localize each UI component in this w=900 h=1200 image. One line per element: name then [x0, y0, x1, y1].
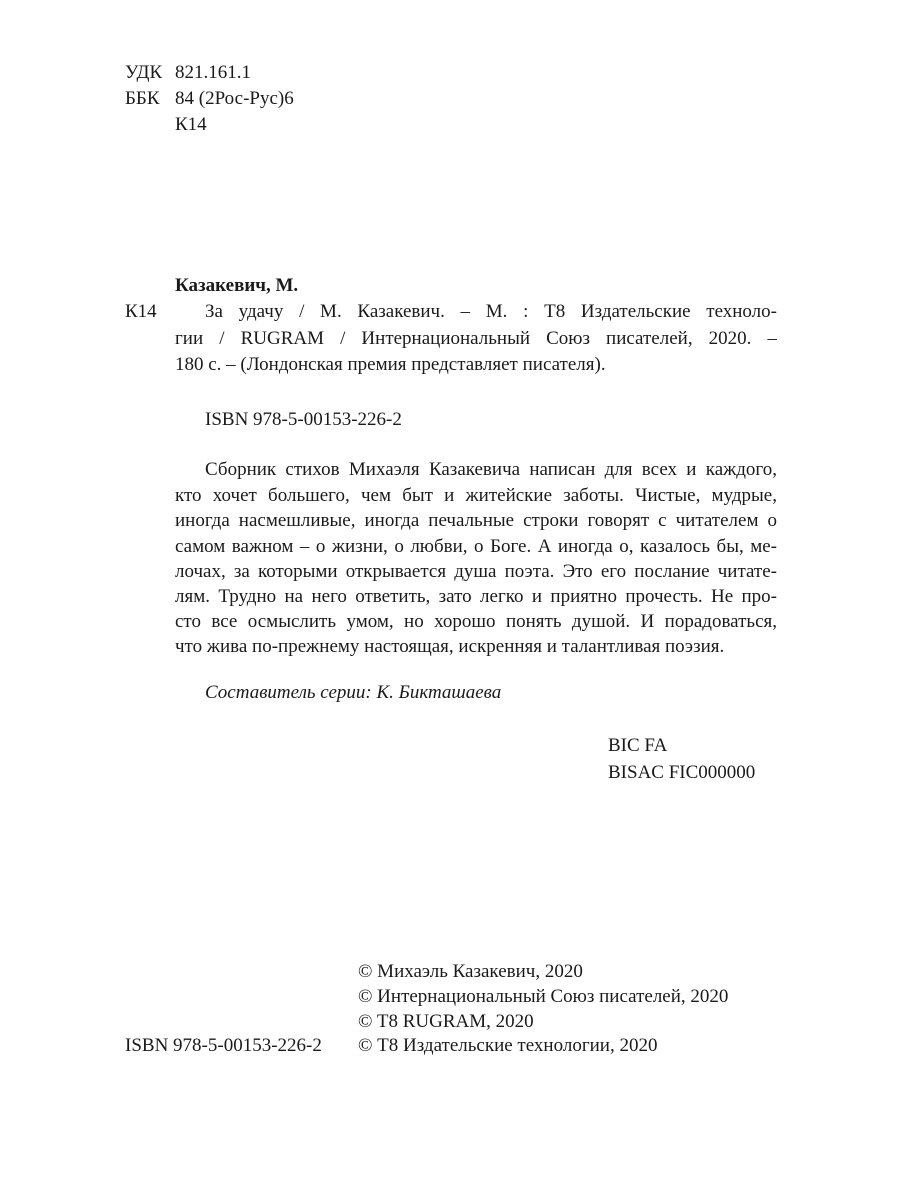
- copyright-line: © Интернациональный Союз писателей, 2020: [358, 986, 729, 1007]
- copyright-line: © Михаэль Казакевич, 2020: [358, 961, 583, 982]
- copyright-line: © Т8 Издательские технологии, 2020: [358, 1035, 658, 1056]
- copyright-line: © T8 RUGRAM, 2020: [358, 1011, 534, 1032]
- annotation-line: что жива по-прежнему настоящая, искренняя и талантливая поэзия.: [175, 636, 725, 657]
- entry-isbn: ISBN 978-5-00153-226-2: [205, 409, 402, 430]
- annotation-line: кто хочет большего, чем быт и житейские заботы. Чистые, мудрые,: [175, 485, 777, 506]
- bbk-label: ББК: [125, 88, 160, 109]
- author-heading: Казакевич, М.: [175, 275, 299, 296]
- series-compiler: Составитель серии: К. Бикташаева: [205, 682, 502, 703]
- bisac-code: BISAC FIC000000: [608, 762, 756, 783]
- bic-code: BIC FA: [608, 735, 668, 756]
- bbk-value: 84 (2Рос-Рус)6: [175, 88, 294, 109]
- annotation-line: самом важном – о жизни, о любви, о Боге. А иногда о, казалось бы, ме-: [175, 536, 777, 557]
- annotation-line: Сборник стихов Михаэля Казакевича написан для всех и каждого,: [205, 459, 777, 480]
- footer-isbn: ISBN 978-5-00153-226-2: [125, 1035, 322, 1056]
- entry-line: За удачу / М. Казакевич. – М. : Т8 Издательские техноло-: [205, 301, 777, 322]
- annotation-line: лям. Трудно на него ответить, зато легко и приятно прочесть. Не про-: [175, 586, 777, 607]
- udk-label: УДК: [125, 62, 163, 83]
- annotation-line: иногда насмешливые, иногда печальные строки говорят с читателем о: [175, 510, 777, 531]
- udk-value: 821.161.1: [175, 62, 251, 83]
- author-mark: К14: [175, 114, 207, 135]
- entry-code: К14: [125, 301, 157, 322]
- entry-line: гии / RUGRAM / Интернациональный Союз писателей, 2020. –: [175, 328, 777, 349]
- entry-line: 180 с. – (Лондонская премия представляет писателя).: [175, 354, 606, 375]
- annotation-line: сто все осмыслить умом, но хорошо понять душой. И порадоваться,: [175, 611, 777, 632]
- annotation-line: лочах, за которыми открывается душа поэта. Это его послание читате-: [175, 561, 777, 582]
